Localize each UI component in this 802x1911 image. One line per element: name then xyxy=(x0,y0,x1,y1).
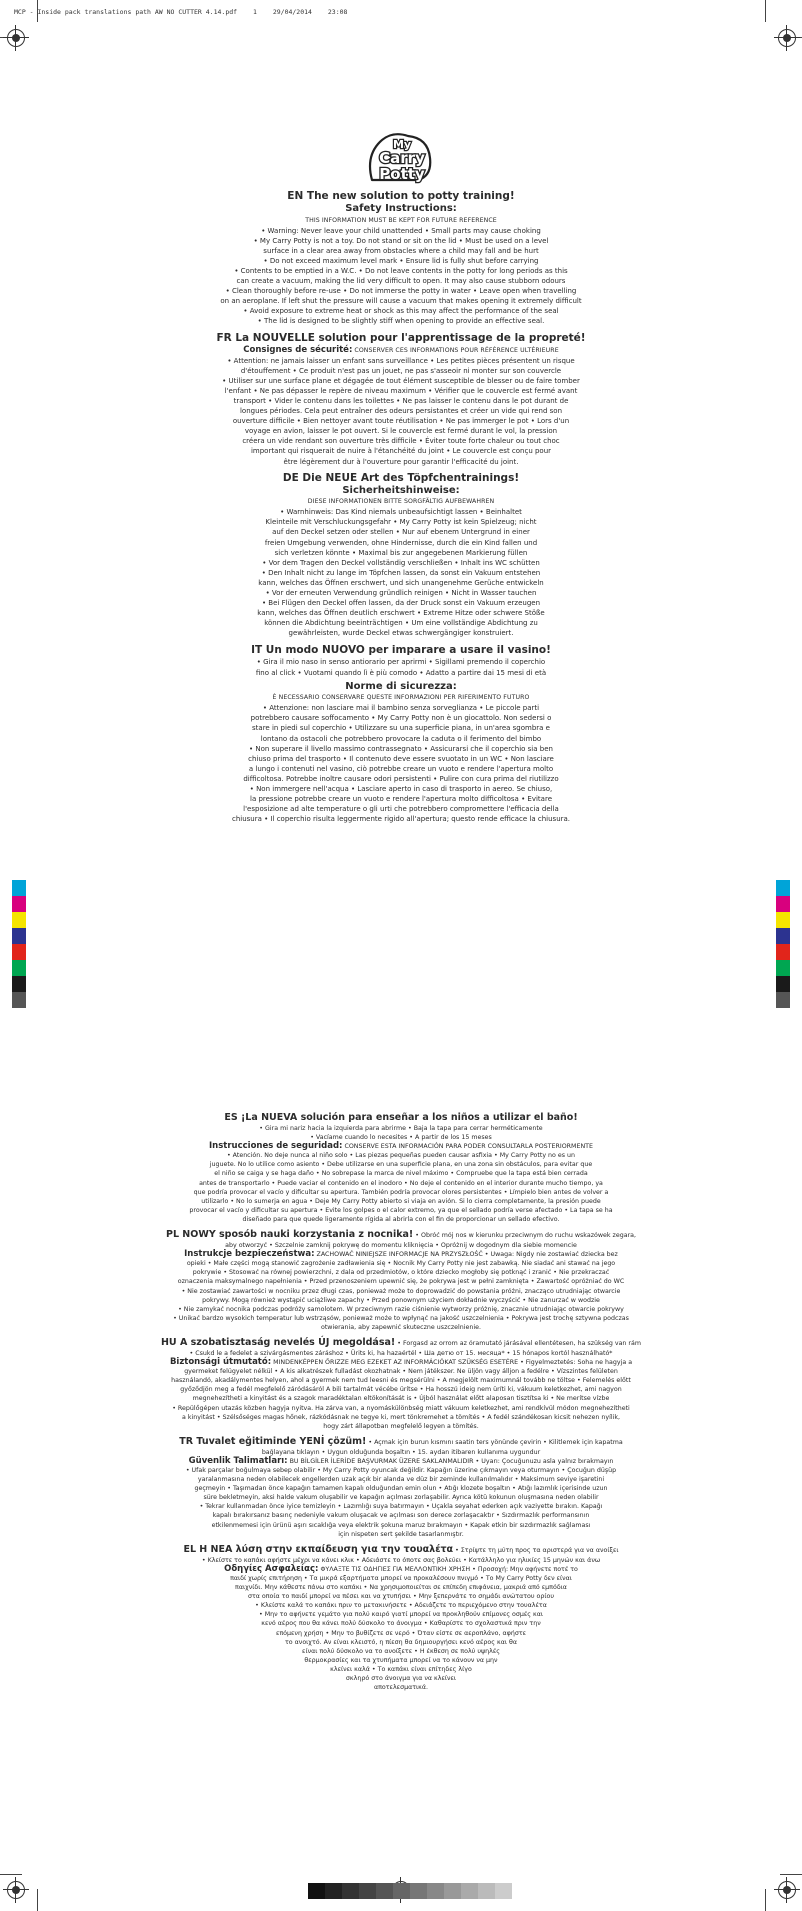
es-line: provocar el vacío y dificultar su apertura • Evite los golpes o el calor extremo, ya que el sellado podría verse afectado • La tapa se ha xyxy=(189,1206,613,1214)
el-line: • Μην το αφήνετε γεμάτο για πολύ καιρό γιατί μπορεί να προκληθούν επίμονες οσμές και xyxy=(259,1611,543,1619)
de-notice: DIESE INFORMATIONEN BITTE SORGFÄLTIG AUFBEWAHREN xyxy=(307,498,495,506)
trim-mark xyxy=(765,0,766,22)
pl-subheading: Instrukcje bezpieczeństwa: xyxy=(184,1249,315,1260)
fr-line: d'étouffement • Ce produit n'est pas un jouet, ne pas s'asseoir ni monter sur son couvercle xyxy=(240,366,562,375)
registration-mark-icon xyxy=(778,1881,796,1899)
en-line: on an aeroplane. If left shut the pressure will cause a vacuum that makes opening it extremely difficult xyxy=(220,297,582,306)
tr-subheading: Güvenlik Talimatları: xyxy=(188,1455,288,1466)
fr-line: voyage en avion, laisser le pot ouvert. Si le couvercle est fermé durant le vol, la pression xyxy=(244,427,558,436)
el-line: στα οποία το παιδί μπορεί να πέσει και να χτυπήσει • Μην ξεπερνάτε το σημάδι ανώτατου ορίου xyxy=(247,1593,555,1601)
it-line: chiusura • Il coperchio risulta leggermente rigido all'apertura; questo rende efficace la chiusura. xyxy=(231,815,571,824)
pl-notice: ZACHOWAĆ NINIEJSZE INFORMACJE NA PRZYSZŁOŚĆ • Uwaga: Nigdy nie zostawiać dziecka bez xyxy=(314,1251,618,1259)
hu-line: gyermeket felügyelet nélkül • A kis alkatrészek fulladást okozhatnak • Nem játékszer. Ne üljön vagy álljon a fedélre • Vízszintes felületen xyxy=(184,1368,618,1376)
de-line: • Vor dem Tragen den Deckel vollständig verschließen • Inhalt ins WC schütten xyxy=(262,558,540,567)
it-line: • Non immergere nell'acqua • Lasciare aperto in caso di trasporto in aereo. Se chiuso, xyxy=(249,785,553,793)
pl-line: pokrywy. Mogą również wystąpić uciążliwe zapachy • Przed ponownym użyciem dokładnie wyczyścić • Nie zanurzać w wodzie xyxy=(202,1296,600,1304)
fr-line: être légèrement dur à l'ouverture pour garantir l'efficacité du joint. xyxy=(283,457,519,466)
fr-line: transport • Vider le contenu dans les toilettes • Ne pas laisser le contenu dans le pot durant de xyxy=(233,397,569,405)
trim-mark xyxy=(0,1874,22,1875)
section-pl xyxy=(145,1229,657,1332)
el-line: κενό αέρος που θα κάνει πολύ δύσκολο το άνοιγμα • Καθαρίστε το σχολαστικά πριν την xyxy=(261,1620,541,1628)
de-line: • Warnhinweis: Das Kind niemals unbeaufsichtigt lassen • Beinhaltet xyxy=(280,508,522,517)
header-date: 29/04/2014 xyxy=(272,8,312,16)
en-line: • Contents to be emptied in a W.C. • Do not leave contents in the potty for long periods as this xyxy=(234,266,568,275)
pl-line: • Nie zostawiać zawartości w nocniku przez długi czas, ponieważ może to doprowadzić do powstania próżni, znacząco utrudniając otwarcie xyxy=(181,1287,621,1295)
en-line: surface in a clear area away from obstacles where a child may fall and be hurt xyxy=(263,246,539,255)
hu-subheading: Biztonsági útmutató: xyxy=(169,1357,272,1368)
trim-mark xyxy=(37,0,38,22)
pl-line: • Nie zamykać nocnika podczas podróży samolotem. W przeciwnym razie ciśnienie wytworzy próżnię, znacznie utrudniając otwarcie pokrywy xyxy=(178,1305,624,1313)
es-line: el niño se caiga y se haga daño • No sobrepase la marca de nivel máximo • Compruebe que la tapa está bien cerrada xyxy=(214,1170,588,1178)
upper-text-column xyxy=(150,186,652,824)
el-heading: EL Η ΝΕΑ λύση στην εκπαίδευση για την τουαλέτα xyxy=(183,1543,454,1555)
el-subheading: Οδηγίες Ασφαλείας: xyxy=(224,1563,319,1574)
es-intro-line: • Vacíame cuando lo necesites • A partir de los 15 meses xyxy=(310,1134,492,1142)
fr-line: ouverture difficile • Bien nettoyer avant toute réutilisation • Ne pas immerger le pot • Lors d'un xyxy=(232,417,570,426)
tr-heading: TR Tuvalet eğitiminde YENİ çözüm! xyxy=(179,1435,367,1447)
es-line: diseñado para que quede ligeramente rígida al abrirla con el fin de proporcionar un sellado efectivo. xyxy=(242,1215,560,1223)
it-intro-line: fino al click • Vuotami quando lì è più comodo • Adatto a partire dai 15 mesi di età xyxy=(255,668,547,677)
tr-line: • Tekrar kullanmadan önce iyice temizleyin • Lazımlığı suya batırmayın • Uçakla seyahat ederken açık vaziyette bırakın. Kapağı xyxy=(199,1503,603,1511)
es-subheading: Instrucciones de seguridad: xyxy=(209,1141,343,1152)
es-intro-line: • Gira mi nariz hacia la izquierda para abrirme • Baja la tapa para cerrar herméticamente xyxy=(259,1125,543,1132)
logo-line-potty: Potty xyxy=(379,165,425,183)
pl-line: • Unikać bardzo wysokich temperatur lub wstrząsów, ponieważ może to wpłynąć na jakość uszczelnienia • Pokrywa jest trochę sztywna podczas xyxy=(173,1314,629,1322)
el-line: παιδί χωρίς επιτήρηση • Τα μικρά εξαρτήματα μπορεί να προκαλέσουν πνιγμό • Το My Carry Potty δεν είναι xyxy=(230,1574,572,1582)
registration-mark-icon xyxy=(778,29,796,47)
tr-line: kapalı bırakırsanız basınç nedeniyle vakum oluşacak ve açılması son derece zorlaşacaktır • Sızdırmazlık performansının xyxy=(212,1512,590,1520)
it-line: • Non superare il livello massimo contrassegnato • Assicurarsi che il coperchio sia ben xyxy=(249,744,553,753)
el-intro: • Κλείστε το καπάκι αφήστε μέχρι να κάνει κλικ • Αδειάστε το όποτε σας βολεύει • Κατάλληλο για ηλικίες 15 μηνών και άνω xyxy=(201,1556,601,1564)
fr-subheading: Consignes de sécurité: xyxy=(243,344,353,355)
pl-line: oznaczenia maksymalnego napełnienia • Przed przenoszeniem upewnić się, że pokrywa jest w pełni zamknięta • Zawartość opróżniać do WC xyxy=(177,1278,625,1286)
es-line: antes de transportarlo • Puede vaciar el contenido en el inodoro • No deje el contenido en el interior durante mucho tiempo, ya xyxy=(199,1179,603,1187)
hu-heading: HU A szobatisztaság nevelés ÚJ megoldása! xyxy=(160,1336,396,1348)
it-line: stare in piedi sul coperchio • Utilizzare su una superficie piana, in un'area sgombra e xyxy=(252,724,550,733)
it-notice: È NECESSARIO CONSERVARE QUESTE INFORMAZIONI PER RIFERIMENTO FUTURO xyxy=(272,694,530,702)
header-filename: MCP - Inside pack translations path AW NO CUTTER 4.14.pdf xyxy=(14,8,238,16)
section-it xyxy=(150,644,652,824)
en-heading: EN The new solution to potty training! xyxy=(287,190,515,202)
registration-mark-icon xyxy=(7,1881,25,1899)
es-notice: CONSERVE ESTA INFORMACIÓN PARA PODER CONSULTARLA POSTERIORMENTE xyxy=(342,1143,593,1151)
el-line: επόμενη χρήση • Μην το βυθίζετε σε νερό • Όταν είστε σε αεροπλάνο, αφήστε xyxy=(275,1629,527,1637)
hu-line: hogy zárt állapotban megfelelő legyen a tömítés. xyxy=(323,1422,479,1430)
it-line: l'esposizione ad alte temperature o gli urti che potrebbero compromettere l'efficacia della xyxy=(243,805,559,814)
es-line: utilizarlo • No lo sumerja en agua • Deje My Carry Potty abierto si viaja en avión. Si lo cierra completamente, la presión puede xyxy=(201,1197,601,1205)
en-line: can create a vacuum, making the lid very difficult to open. It may also cause stubborn odours xyxy=(236,277,566,286)
section-de xyxy=(150,472,652,639)
pl-line: pokrywie • Stosować na równej powierzchni, z dala od przedmiotów, o które dziecko mogłoby się potknąć i zranić • Nie przekraczać xyxy=(192,1269,610,1277)
fr-notice: CONSERVER CES INFORMATIONS POUR RÉFÉRENCE ULTÉRIEURE xyxy=(352,346,559,354)
it-line: potrebbero causare soffocamento • My Carry Potty non è un giocattolo. Non sedersi o xyxy=(250,714,552,723)
tr-line: süre bekletmeyin, aksi halde vakum oluşabilir ve kapağın açılması zorlaşabilir. Ayrıca kötü kokunun oluşmasına neden olabilir xyxy=(203,1494,599,1502)
es-line: que podría provocar el vacío y dificultar su apertura. También podría provocar olores persistentes • Límpielo bien antes de volver a xyxy=(193,1188,609,1196)
tr-line: yaralanmasına neden olabilecek engellerden uzak açık bir alanda ve düz bir zeminde kullanılmalıdır • Maksimum seviye işaretini xyxy=(197,1476,605,1484)
section-tr xyxy=(145,1436,657,1539)
pl-intro: aby otworzyć • Szczelnie zamknij pokrywę do momentu kliknięcia • Opróżnij w dogodnym dla siebie momencie xyxy=(225,1242,577,1250)
logo-line-carry: Carry xyxy=(379,149,425,167)
print-header xyxy=(14,8,359,16)
el-line: κλείνει καλά • Το καπάκι είναι επίτηδες λίγο xyxy=(330,1665,472,1673)
registration-mark-icon xyxy=(7,29,25,47)
grey-scale-bar xyxy=(308,1883,512,1899)
trim-mark xyxy=(765,1889,766,1911)
de-line: • Bei Flügen den Deckel offen lassen, da der Druck sonst ein Vakuum erzeugen xyxy=(261,599,541,608)
el-heading-rest: • Στρίψτε τη μύτη προς τα αριστερά για να ανοίξει xyxy=(453,1546,619,1554)
fr-heading: FR La NOUVELLE solution pour l'apprentissage de la propreté! xyxy=(216,331,586,344)
hu-line: a kinyitást • Szélsőséges magas hőnek, rázkódásnak ne tegye ki, mert tönkremehet a tömítés • A fedél szándékosan kicsit nehezen nyílik, xyxy=(182,1413,620,1421)
de-line: gewährleisten, wurde Deckel etwas schwergängiger konstruiert. xyxy=(288,629,514,638)
el-line: το ανοιχτό. Αν είναι κλειστό, η πίεση θα δημιουργήσει κενό αέρος και θα xyxy=(285,1638,517,1646)
section-fr xyxy=(150,332,652,467)
pl-line: otwierania, aby zapewnić skuteczne uszczelnienie. xyxy=(320,1323,482,1331)
pl-line: opieki • Małe części mogą stanowić zagrożenie zadławienia się • Nocnik My Carry Potty nie jest zabawką. Nie siadać ani stawać na jego xyxy=(186,1260,616,1268)
de-line: kann, welches das Öffnen deutlich erschwert • Extreme Hitze oder schwere Stöße xyxy=(257,609,545,618)
trim-mark xyxy=(37,1889,38,1911)
de-line: • Den Inhalt nicht zu lange im Töpfchen lassen, da sonst ein Vakuum entstehen xyxy=(261,568,541,577)
it-line: lontano da ostacoli che potrebbero provocare la caduta o il ferimento del bimbo xyxy=(260,734,542,743)
de-line: sich verletzen könnte • Maximal bis zur angegebenen Markierung füllen xyxy=(274,548,528,557)
color-bar-right xyxy=(776,880,790,1008)
fr-line: • Utiliser sur une surface plane et dégagée de tout élément susceptible de blesser ou de faire tomber xyxy=(222,376,580,385)
es-heading: ES ¡La NUEVA solución para enseñar a los niños a utilizar el baño! xyxy=(224,1112,578,1123)
it-line: difficoltosa. Potrebbe inoltre causare odori persistenti • Pulire con cura prima del riutilizzo xyxy=(243,774,559,783)
tr-line: • Ufak parçalar boğulmaya sebep olabilir • My Carry Potty oyuncak değildir. Kapağın üzerine çıkmayın veya oturmayın • Çocuğun düşüp xyxy=(185,1467,617,1474)
de-line: Kleinteile mit Verschluckungsgefahr • My Carry Potty ist kein Spielzeug; nicht xyxy=(265,518,537,527)
fr-line: créera un vide rendant son ouverture très difficile • Éviter toute forte chaleur ou tout choc xyxy=(242,437,560,446)
hu-intro: • Csukd le a fedelet a szivárgásmentes záráshoz • Ürits ki, ha hazaértél • Ша детю от 15. месяца* • 15 hónapos kortól használható* xyxy=(189,1349,613,1357)
el-line: • Κλείστε καλά το καπάκι πριν το μετακινήσετε • Αδειάζετε το περιεχόμενο στην τουαλέτα xyxy=(255,1602,547,1610)
tr-line: etkilenmemesi için ürünü aşırı sıcaklığa veya elektrik şokuna maruz bırakmayın • Kapak etkin bir sızdırmazlık sağlaması xyxy=(211,1521,591,1529)
tr-notice: BU BİLGİLER İLERİDE BAŞVURMAK ÜZERE SAKLANMALIDIR • Uyarı: Çocuğunuzu asla yalnız bırakmayın xyxy=(287,1457,614,1465)
el-line: θερμοκρασίες και τα χτυπήματα μπορεί να το κάνουν να μην xyxy=(304,1656,498,1664)
tr-intro: bağlayana tıklayın • Uygun olduğunda boşaltın • 15. aydan itibaren kullanıma uygundur xyxy=(261,1448,541,1456)
fr-line: important qui risquerait de nuire à l'étanchéité du joint • Le couvercle est conçu pour xyxy=(250,447,552,456)
el-line: σκληρό στο άνοιγμα για να κλείνει xyxy=(345,1674,457,1682)
de-line: auf den Deckel setzen oder stellen • Nur auf ebenem Untergrund in einer xyxy=(272,528,530,537)
section-es xyxy=(145,1112,657,1224)
pl-heading-rest: • Obróć mój nos w kierunku przeciwnym do ruchu wskazówek zegara, xyxy=(413,1232,637,1240)
en-subheading: Safety Instructions: xyxy=(345,203,457,214)
es-line: • Atención. No deje nunca al niño solo • Las piezas pequeñas pueden causar asfixia • My Carry Potty no es un xyxy=(226,1152,576,1160)
hu-notice: MINDENKÉPPEN ŐRIZZE MEG EZEKET AZ INFORMÁCIÓKAT SZÜKSÉG ESETÉRE • Figyelmeztetés: Soha ne hagyja a xyxy=(271,1359,633,1367)
hu-line: megnehezítheti a kinyitást és a szagok maradéktalan eltökonítását is • Újból használat előtt alaposan tisztítsa ki • Ne merítse vízbe xyxy=(192,1395,610,1403)
en-notice: THIS INFORMATION MUST BE KEPT FOR FUTURE REFERENCE xyxy=(305,216,497,224)
en-line: • Avoid exposure to extreme heat or shock as this may affect the performance of the seal xyxy=(243,307,559,316)
it-subheading: Norme di sicurezza: xyxy=(345,680,457,692)
el-line: παιχνίδι. Μην κάθεστε πάνω στο καπάκι • Να χρησιμοποιείται σε επίπεδη επιφάνεια, μακριά από εμπόδια xyxy=(235,1584,567,1592)
hu-line: használandó, akadálymentes helyen, ahol a gyermek nem tud leesni és megsérülni • A megjelölt maximumnál tovább ne töltse • Felemelés előtt xyxy=(171,1377,631,1385)
de-line: kann, welches das Öffnen erschwert, und sich unangenehme Gerüche entwickeln xyxy=(258,578,544,587)
de-line: freien Umgebung verwenden, ohne Hindernisse, durch die ein Kind fallen und xyxy=(264,538,538,547)
tr-line: geçmeyin • Taşımadan önce kapağın tamamen kapalı olduğundan emin olun • Atığı klozete boşaltın • Atığı lazımlık içerisinde uzun xyxy=(194,1485,608,1493)
trim-mark xyxy=(780,1874,802,1875)
de-line: • Vor der erneuten Verwendung gründlich reinigen • Nicht in Wasser tauchen xyxy=(265,589,537,597)
my-carry-potty-logo xyxy=(330,128,470,184)
it-line: • Attenzione: non lasciare mai il bambino senza sorveglianza • Le piccole parti xyxy=(262,704,540,713)
en-line: • Clean thoroughly before re-use • Do not immerse the potty in water • Leave open when travelling xyxy=(225,287,577,296)
fr-line: l'enfant • Ne pas dépasser le repère de niveau maximum • Vérifier que le couvercle est fermé avant xyxy=(224,386,578,395)
hu-line: győződjön meg a fedél megfelelő záródásáról A bili tartalmát vécébe ürítse • Ha hosszú ideig nem üríti ki, vákuum keletkezhet, ami nagyon xyxy=(180,1386,622,1394)
tr-line: için nispeten sert şekilde tasarlanmıştır. xyxy=(338,1530,464,1538)
header-time: 23:08 xyxy=(327,8,348,16)
color-bar-left xyxy=(12,880,26,1008)
fr-line: • Attention: ne jamais laisser un enfant sans surveillance • Les petites pièces présentent un risque xyxy=(227,356,575,365)
it-line: la pressione potrebbe creare un vuoto e rendere l'apertura molto difficoltosa • Evitare xyxy=(250,795,552,804)
de-heading: DE Die NEUE Art des Töpfchentrainings! xyxy=(282,471,520,484)
de-line: können die Abdichtung beeinträchtigen • Um eine vollständige Abdichtung zu xyxy=(264,619,538,628)
pl-heading: PL NOWY sposób nauki korzystania z nocnika! xyxy=(165,1229,414,1241)
it-intro-line: • Gira il mio naso in senso antiorario per aprirmi • Sigillami premendo il coperchio xyxy=(256,658,546,667)
header-page: 1 xyxy=(252,8,257,16)
logo-line-my: My xyxy=(392,138,412,151)
section-hu xyxy=(145,1337,657,1431)
en-line: • The lid is designed to be slightly stiff when opening to provide an effective seal. xyxy=(257,317,545,326)
lower-text-column xyxy=(145,1108,657,1692)
hu-line: • Repülőgépen utazás közben hagyja nyitva. Ha zárva van, a nyomáskülönbség miatt vákuum keletkezhet, ami rendkívül módon megnehezítheti xyxy=(172,1404,630,1412)
hu-heading-rest: • Forgasd az orrom az óramutató járásával ellentétesen, ha szükség van rám xyxy=(395,1339,641,1347)
section-el xyxy=(145,1544,657,1692)
fr-line: longues périodes. Cela peut entraîner des odeurs persistantes et créer un vide qui rend son xyxy=(239,407,563,416)
it-line: a lungo i contenuti nel vasino, ciò potrebbe creare un vuoto e rendere l'apertura molto xyxy=(248,764,554,773)
en-line: • Warning: Never leave your child unattended • Small parts may cause choking xyxy=(261,226,541,235)
section-en xyxy=(150,190,652,327)
it-line: chiuso prima del trasporto • Il contenuto deve essere svuotato in un WC • Non lasciare xyxy=(248,754,554,763)
it-heading: IT Un modo NUOVO per imparare a usare il vasino! xyxy=(251,644,551,657)
en-line: • Do not exceed maximum level mark • Ensure lid is fully shut before carrying xyxy=(263,256,539,265)
el-line: είναι πολύ δύσκολο να το ανοίξετε • Η έκθεση σε πολύ υψηλές xyxy=(302,1647,500,1655)
el-notice: ΦΥΛΑΞΤΕ ΤΙΣ ΟΔΗΓΙΕΣ ΓΙΑ ΜΕΛΛΟΝΤΙΚΗ ΧΡΗΣΗ • Προσοχή: Μην αφήνετε ποτέ το xyxy=(318,1565,578,1573)
el-line: αποτελεσματικά. xyxy=(373,1684,429,1692)
tr-heading-rest: • Açmak için burun kısmını saatin ters yönünde çevirin • Kilitlemek için kapatma xyxy=(366,1438,623,1446)
de-subheading: Sicherheitshinweise: xyxy=(342,484,460,496)
en-line: • My Carry Potty is not a toy. Do not stand or sit on the lid • Must be used on a level xyxy=(253,236,549,245)
es-line: juguete. No lo utilice como asiento • Debe utilizarse en una superficie plana, en una zona sin obstáculos, para evitar que xyxy=(209,1161,593,1169)
